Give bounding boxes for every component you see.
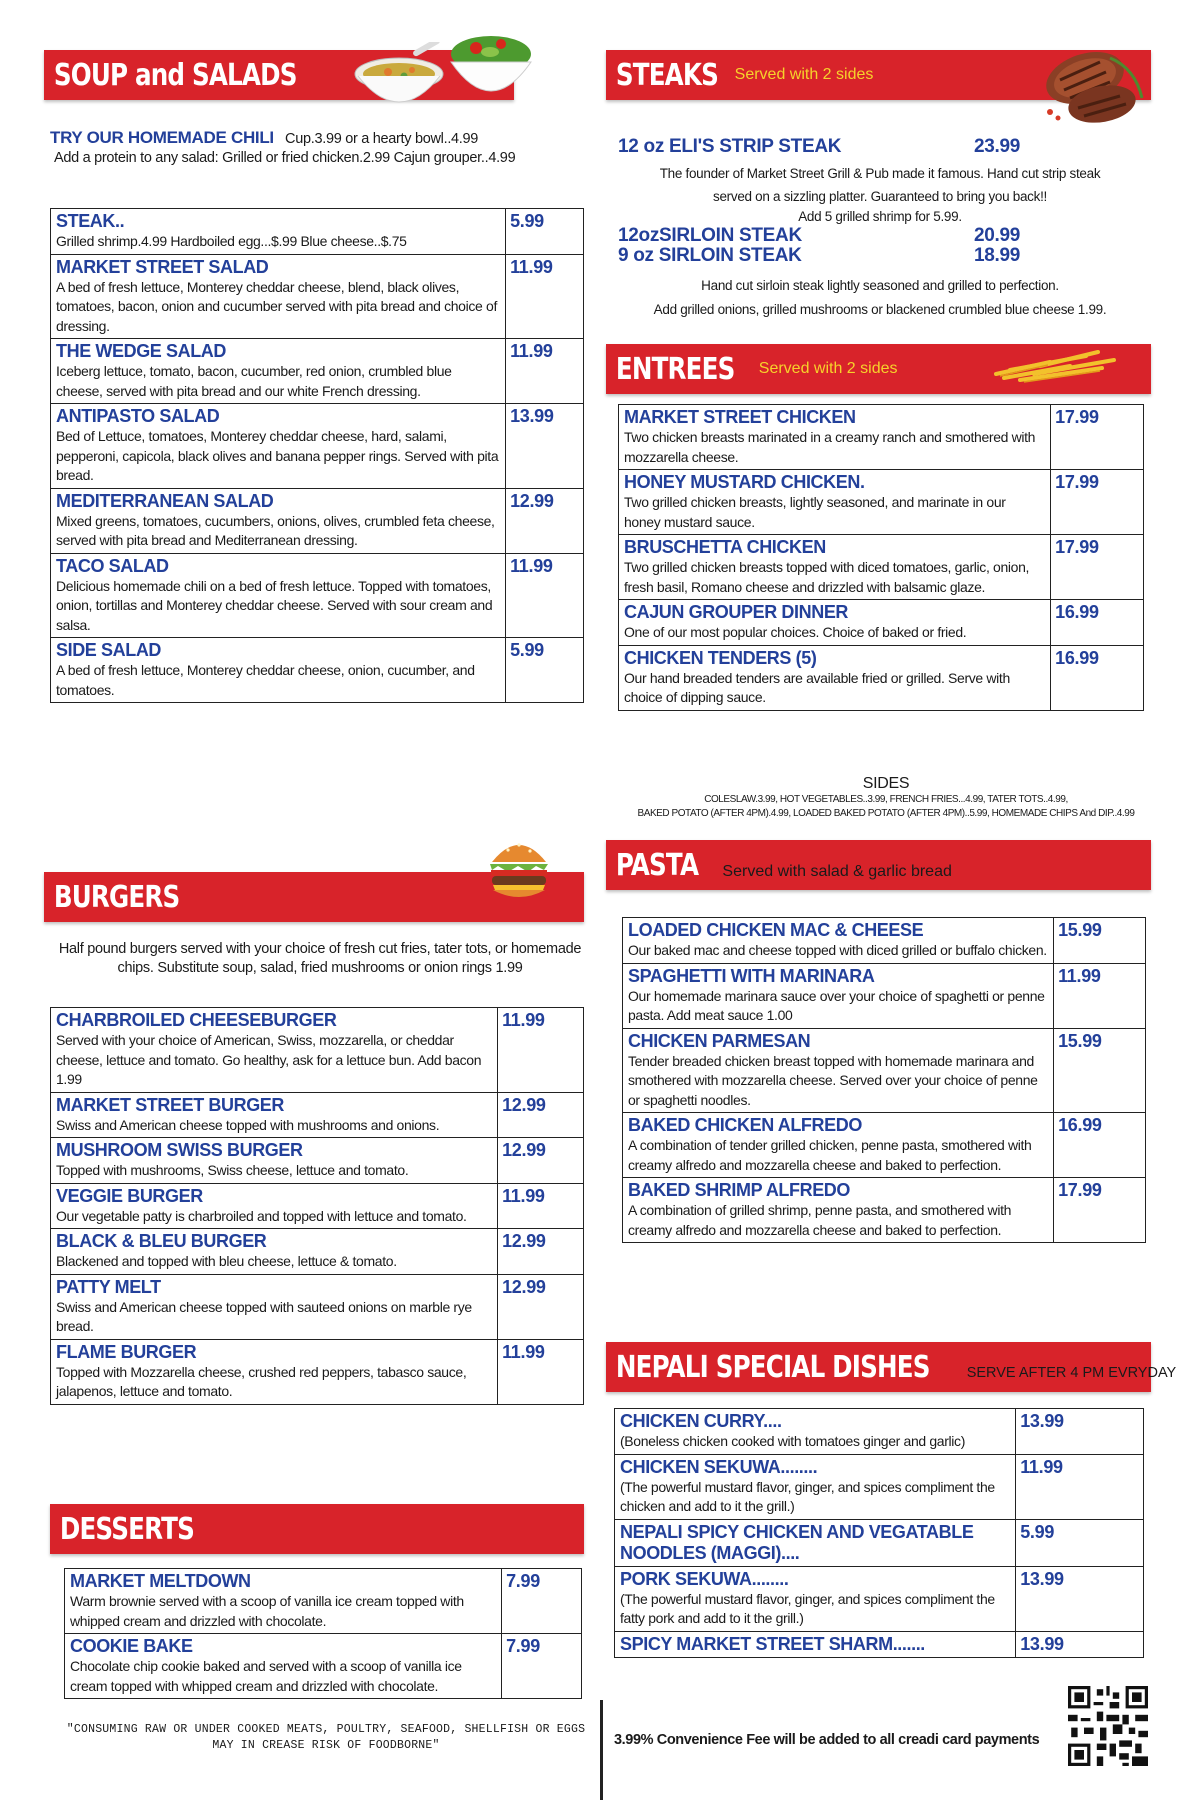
menu-item-price: 16.99 (1054, 1113, 1146, 1178)
menu-item-name: MUSHROOM SWISS BURGER (56, 1140, 303, 1160)
steaks-title: STEAKS (615, 57, 719, 93)
menu-item-description: Swiss and American cheese topped with mushrooms and onions. (56, 1116, 440, 1133)
menu-item-description: Served with your choice of American, Swiss, mozzarella, or cheddar cheese, lettuce and tomato. Go healthy, ask for a lettuce bun. Add bacon 1.99 (56, 1032, 482, 1087)
menu-item-mushroom-swiss-burger (51, 1138, 584, 1184)
menu-item-price: 13.99 (1016, 1409, 1144, 1455)
menu-item-description: Our hand breaded tenders are available fried or grilled. Serve with choice of dipping sauce. (624, 669, 1010, 705)
menu-item-description: Topped with Mozzarella cheese, crushed red peppers, tabasco sauce, jalapenos, lettuce and tomato. (56, 1363, 467, 1399)
menu-item-name: SIDE SALAD (56, 640, 162, 660)
menu-item-price: 11.99 (506, 553, 584, 638)
menu-item-description: Two grilled chicken breasts topped with diced tomatoes, garlic, onion, fresh basil, Romano cheese and drizzled with balsamic glaze. (624, 559, 1030, 595)
protein-line: Add a protein to any salad: Grilled or fried chicken.2.99 Cajun grouper..4.99 (54, 150, 516, 166)
menu-item-patty-melt (51, 1274, 584, 1339)
pasta-title: PASTA (615, 847, 699, 883)
menu-item-name: CHARBROILED CHEESEBURGER (56, 1010, 337, 1030)
strip-steak-addon: Add 5 grilled shrimp for 5.99. (798, 209, 962, 224)
menu-item-antipasto-salad (51, 404, 584, 489)
menu-item-honey-mustard-chicken (619, 470, 1144, 535)
desserts-table (64, 1568, 582, 1699)
sides-line1: COLESLAW.3.99, HOT VEGETABLES..3.99, FRENCH FRIES...4.99, TATER TOTS..4.99, (704, 794, 1068, 805)
menu-item-cell (615, 1409, 1016, 1455)
menu-item-cell (51, 638, 506, 703)
menu-item-name: SPICY MARKET STREET SHARM....... (620, 1633, 925, 1654)
menu-item-cell (51, 209, 506, 255)
menu-item-name: MARKET MELTDOWN (70, 1571, 251, 1591)
strip-steak-desc-text: The founder of Market Street Grill & Pub made it famous. Hand cut strip steak served on a sizzling platter. Guaranteed to bring you back!! (659, 166, 1101, 204)
menu-item-price: 12.99 (498, 1229, 584, 1275)
chili-price: Cup.3.99 or a hearty bowl..4.99 (285, 131, 479, 147)
menu-item-description: Two chicken breasts marinated in a creamy ranch and smothered with mozzarella cheese. (624, 429, 1036, 465)
foodborne-warning: "CONSUMING RAW OR UNDER COOKED MEATS, POULTRY, SEAFOOD, SHELLFISH OR EGGS MAY IN CREASE RISK OF FOODBORNE" (66, 1723, 586, 1752)
menu-item-name: CHICKEN SEKUWA........ (620, 1456, 818, 1477)
menu-item-description: Our homemade marinara sauce over your choice of spaghetti or penne pasta. Add meat sauce 1.00 (628, 987, 1045, 1023)
menu-item-name: MARKET STREET BURGER (56, 1094, 285, 1115)
menu-item-market-meltdown (65, 1569, 582, 1634)
menu-item-name: MEDITERRANEAN SALAD (56, 490, 274, 511)
pasta-subtitle: Served with salad & garlic bread (722, 863, 952, 880)
column-divider (600, 1700, 603, 1800)
menu-item-cell (619, 600, 1051, 646)
menu-item-description: Tender breaded chicken breast topped with homemade marinara and smothered with mozzarella cheese. Served over your choice of penne or spaghetti noodles. (628, 1052, 1038, 1108)
menu-item-name: CHICKEN CURRY.... (620, 1411, 782, 1431)
menu-item-cell (51, 1138, 498, 1184)
strip-steak-price: 23.99 (974, 136, 1021, 157)
menu-item-price: 17.99 (1051, 470, 1144, 535)
menu-item-description: (Boneless chicken cooked with tomatoes ginger and garlic) (620, 1433, 966, 1449)
menu-item-cell (623, 1178, 1054, 1243)
menu-item-the-wedge-salad (51, 339, 584, 404)
menu-item-price: 17.99 (1054, 1178, 1146, 1243)
strip-steak-desc (640, 162, 1120, 225)
sides-line2: BAKED POTATO (AFTER 4PM).4.99, LOADED BAKED POTATO (AFTER 4PM)..5.99, HOMEMADE CHIPS And DIP..4.99 (637, 808, 1135, 819)
menu-item-black-bleu-burger (51, 1229, 584, 1275)
menu-item-taco-salad (51, 553, 584, 638)
nepali-subtitle: SERVE AFTER 4 PM EVRYDAY (966, 1365, 1177, 1381)
entrees-table (618, 404, 1144, 711)
sirloin-9-price: 18.99 (974, 245, 1021, 266)
menu-item-description: A bed of fresh lettuce, Monterey cheddar cheese, onion, cucumber, and tomatoes. (56, 662, 475, 698)
menu-item-cell (51, 1183, 498, 1229)
menu-item-cell (619, 470, 1051, 535)
nepali-body (615, 1409, 1144, 1658)
menu-item-price: 15.99 (1054, 918, 1146, 964)
menu-item-price: 15.99 (1054, 1028, 1146, 1113)
french-fries-icon (990, 344, 1120, 386)
steaks-subtitle: Served with 2 sides (734, 66, 874, 83)
menu-item-cell (619, 535, 1051, 600)
menu-item-name: MARKET STREET CHICKEN (624, 407, 856, 427)
menu-item-price: 13.99 (1016, 1631, 1144, 1657)
menu-item-name: HONEY MUSTARD CHICKEN. (624, 472, 865, 492)
menu-item-cell (51, 1274, 498, 1339)
strip-steak-name: 12 oz ELI'S STRIP STEAK (618, 136, 842, 157)
menu-item-cell (619, 405, 1051, 470)
menu-item-description: A combination of grilled shrimp, penne pasta, and smothered with creamy alfredo and mozzarella cheese and baked to perfection. (628, 1202, 1012, 1238)
menu-item-name: SPAGHETTI WITH MARINARA (628, 965, 875, 986)
menu-item-price: 11.99 (498, 1339, 584, 1404)
menu-item-name: STEAK.. (56, 211, 125, 231)
menu-item-chicken-curry (615, 1409, 1144, 1455)
sirloin-9-row (618, 246, 1038, 267)
menu-item-price: 17.99 (1051, 535, 1144, 600)
salad-bowl-icon (446, 30, 536, 106)
menu-item-price: 12.99 (498, 1274, 584, 1339)
chili-intro (50, 128, 520, 168)
menu-item-cell (51, 404, 506, 489)
menu-item-spicy-market-street-sharm (615, 1631, 1144, 1657)
chili-line (50, 128, 520, 149)
sirloin-9-name: 9 oz SIRLOIN STEAK (618, 245, 802, 266)
sirloin-addon: Add grilled onions, grilled mushrooms or blackened crumbled blue cheese 1.99. (653, 302, 1107, 317)
steak-icon (1030, 38, 1148, 130)
menu-item-description: Warm brownie served with a scoop of vanilla ice cream topped with whipped cream and drizzled with chocolate. (70, 1593, 464, 1629)
menu-item-cell (65, 1634, 502, 1699)
menu-item-description: Two grilled chicken breasts, lightly seasoned, and marinate in our honey mustard sauce. (624, 494, 1006, 530)
menu-item-name: PORK SEKUWA........ (620, 1568, 789, 1589)
menu-item-name: LOADED CHICKEN MAC & CHEESE (628, 920, 924, 940)
menu-item-price: 13.99 (1016, 1566, 1144, 1631)
menu-item-name: BLACK & BLEU BURGER (56, 1231, 267, 1251)
menu-item-description: Swiss and American cheese topped with sauteed onions on marble rye bread. (56, 1298, 472, 1334)
menu-item-price: 7.99 (502, 1569, 582, 1634)
menu-item-name: PATTY MELT (56, 1276, 161, 1297)
menu-item-cell (615, 1631, 1016, 1657)
menu-item-name: BRUSCHETTA CHICKEN (624, 537, 826, 557)
menu-item-cajun-grouper-dinner (619, 600, 1144, 646)
menu-item-cell (623, 1113, 1054, 1178)
menu-item-price: 11.99 (498, 1183, 584, 1229)
menu-item-price: 11.99 (1054, 963, 1146, 1028)
soup-bowl-icon (352, 42, 447, 114)
menu-item-cell (51, 553, 506, 638)
sides-block (606, 775, 1166, 821)
menu-item-description: Blackened and topped with bleu cheese, lettuce & tomato. (56, 1253, 397, 1269)
menu-item-description: Topped with mushrooms, Swiss cheese, lettuce and tomato. (56, 1162, 409, 1178)
menu-item-bruschetta-chicken (619, 535, 1144, 600)
pasta-table (622, 917, 1146, 1243)
menu-item-name: VEGGIE BURGER (56, 1185, 203, 1206)
menu-item-veggie-burger (51, 1183, 584, 1229)
nepali-banner (606, 1342, 1177, 1392)
menu-item-name: CHICKEN PARMESAN (628, 1030, 811, 1051)
menu-item-name: BAKED CHICKEN ALFREDO (628, 1115, 862, 1135)
desserts-body (65, 1569, 582, 1699)
sirloin-12-price: 20.99 (974, 225, 1021, 246)
nepali-table (614, 1408, 1144, 1658)
menu-item-price: 12.99 (498, 1138, 584, 1184)
soup-salads-title: SOUP and SALADS (53, 57, 297, 93)
menu-item-price: 13.99 (506, 404, 584, 489)
menu-item-cell (51, 1229, 498, 1275)
menu-item-description: Chocolate chip cookie baked and served with a scoop of vanilla ice cream topped with whipped cream and drizzled with chocolate. (70, 1658, 462, 1694)
menu-item-loaded-chicken-mac-cheese (623, 918, 1146, 964)
menu-item-name: BAKED SHRIMP ALFREDO (628, 1180, 851, 1200)
menu-item-cell (623, 963, 1054, 1028)
menu-item-name: CHICKEN TENDERS (5) (624, 647, 817, 668)
menu-item-price: 16.99 (1051, 645, 1144, 710)
menu-item-chicken-tenders-5 (619, 645, 1144, 710)
menu-item-name: MARKET STREET SALAD (56, 256, 269, 277)
menu-item-description: A bed of fresh lettuce, Monterey cheddar cheese, blend, black olives, tomatoes, bacon, onion and cucumber served with pita bread and choice of dressing. (56, 278, 497, 334)
menu-item-charbroiled-cheeseburger (51, 1008, 584, 1093)
menu-item-price: 11.99 (506, 254, 584, 339)
menu-item-nepali-spicy-chicken-and-vegatable-noodles-maggi (615, 1519, 1144, 1566)
menu-item-cell (615, 1519, 1016, 1566)
menu-item-price: 12.99 (506, 488, 584, 553)
menu-item-name: NEPALI SPICY CHICKEN AND VEGATABLE NOODLES (MAGGI).... (620, 1521, 974, 1563)
menu-item-name: TACO SALAD (56, 555, 169, 576)
menu-item-baked-chicken-alfredo (623, 1113, 1146, 1178)
menu-item-description: Delicious homemade chili on a bed of fresh lettuce. Topped with tomatoes, onion, tortillas and Monterey cheddar cheese. Served with sour cream and salsa. (56, 577, 493, 633)
menu-item-name: FLAME BURGER (56, 1341, 197, 1362)
menu-item-pork-sekuwa (615, 1566, 1144, 1631)
menu-item-description: Our baked mac and cheese topped with diced grilled or buffalo chicken. (628, 942, 1047, 958)
menu-item-price: 16.99 (1051, 600, 1144, 646)
entrees-title: ENTREES (615, 351, 735, 387)
menu-item-price: 11.99 (1016, 1454, 1144, 1519)
menu-item-description: Iceberg lettuce, tomato, bacon, cucumber, red onion, crumbled blue cheese, served with pita bread and our white French dressing. (56, 363, 452, 399)
menu-item-flame-burger (51, 1339, 584, 1404)
menu-item-name: THE WEDGE SALAD (56, 341, 227, 361)
burgers-intro: Half pound burgers served with your choice of fresh cut fries, tater tots, or homemade chips. Substitute soup, salad, fried mushrooms or onion rings 1.99 (58, 941, 582, 976)
pasta-body (623, 918, 1146, 1243)
menu-item-cell (623, 918, 1054, 964)
menu-item-price: 7.99 (502, 1634, 582, 1699)
menu-item-description: A combination of tender grilled chicken, penne pasta, smothered with creamy alfredo and mozzarella cheese and baked to perfection. (628, 1137, 1032, 1173)
menu-item-market-street-burger (51, 1092, 584, 1138)
menu-item-cell (615, 1454, 1016, 1519)
sirloin-desc-text: Hand cut sirloin steak lightly seasoned and grilled to perfection. (701, 278, 1059, 293)
menu-item-name: CAJUN GROUPER DINNER (624, 602, 849, 622)
menu-item-cookie-bake (65, 1634, 582, 1699)
menu-item-price: 12.99 (498, 1092, 584, 1138)
menu-item-cell (65, 1569, 502, 1634)
menu-item-spaghetti-with-marinara (623, 963, 1146, 1028)
menu-item-cell (51, 254, 506, 339)
sides-title: SIDES (862, 775, 910, 792)
sirloin-12-name: 12ozSIRLOIN STEAK (618, 225, 802, 246)
soup-salads-table (50, 208, 584, 703)
nepali-title: NEPALI SPECIAL DISHES (615, 1349, 930, 1385)
entrees-subtitle: Served with 2 sides (758, 360, 898, 377)
menu-item-price: 11.99 (506, 339, 584, 404)
menu-item-cell (51, 1008, 498, 1093)
burgers-title: BURGERS (53, 879, 180, 915)
menu-item-description: Bed of Lettuce, tomatoes, Monterey cheddar cheese, hard, salami, pepperoni, capicola, black olives and banana pepper rings. Served with pita bread. (56, 428, 499, 483)
chili-lead: TRY OUR HOMEMADE CHILI (50, 128, 274, 147)
menu-item-price: 5.99 (506, 638, 584, 703)
menu-item-description: Our vegetable patty is charbroiled and topped with lettuce and tomato. (56, 1207, 467, 1224)
soup-salads-body (51, 209, 584, 703)
sirloin-desc (620, 274, 1140, 322)
menu-item-side-salad (51, 638, 584, 703)
menu-item-price: 17.99 (1051, 405, 1144, 470)
menu-item-mediterranean-salad (51, 488, 584, 553)
menu-item-cell (51, 1339, 498, 1404)
menu-item-cell (51, 1092, 498, 1138)
menu-item-cell (51, 339, 506, 404)
qr-code-icon (1068, 1686, 1148, 1766)
menu-item-chicken-parmesan (623, 1028, 1146, 1113)
menu-item-cell (615, 1566, 1016, 1631)
menu-item-price: 11.99 (498, 1008, 584, 1093)
desserts-title: DESSERTS (59, 1511, 194, 1547)
menu-item-description: One of our most popular choices. Choice of baked or fried. (624, 624, 967, 640)
menu-item-description: (The powerful mustard flavor, ginger, and spices compliment the fatty pork and add to it the grill.) (620, 1590, 995, 1626)
sirloin-12-row (618, 226, 1038, 247)
menu-item-description: (The powerful mustard flavor, ginger, and spices compliment the chicken and add to it the grill.) (620, 1478, 995, 1514)
menu-item-cell (51, 488, 506, 553)
menu-item-description: Mixed greens, tomatoes, cucumbers, onions, olives, crumbled feta cheese, served with pita bread and Mediterranean dressing. (56, 512, 495, 548)
menu-item-cell (619, 645, 1051, 710)
menu-item-market-street-chicken (619, 405, 1144, 470)
entrees-body (619, 405, 1144, 711)
menu-item-price: 5.99 (506, 209, 584, 255)
burgers-body (51, 1008, 584, 1405)
menu-item-price: 5.99 (1016, 1519, 1144, 1566)
menu-item-chicken-sekuwa (615, 1454, 1144, 1519)
pasta-banner (606, 840, 1151, 890)
menu-item-description: Grilled shrimp.4.99 Hardboiled egg...$.99 Blue cheese..$.75 (56, 233, 407, 249)
menu-item-steak (51, 209, 584, 255)
menu-item-name: ANTIPASTO SALAD (56, 406, 220, 426)
menu-item-market-street-salad (51, 254, 584, 339)
menu-item-cell (623, 1028, 1054, 1113)
burgers-table (50, 1007, 584, 1405)
strip-steak-row (618, 136, 1038, 158)
desserts-banner (50, 1504, 584, 1554)
convenience-fee: 3.99% Convenience Fee will be added to all creadi card payments (614, 1732, 1040, 1748)
burger-icon (488, 832, 550, 902)
menu-item-baked-shrimp-alfredo (623, 1178, 1146, 1243)
menu-item-name: COOKIE BAKE (70, 1636, 193, 1656)
